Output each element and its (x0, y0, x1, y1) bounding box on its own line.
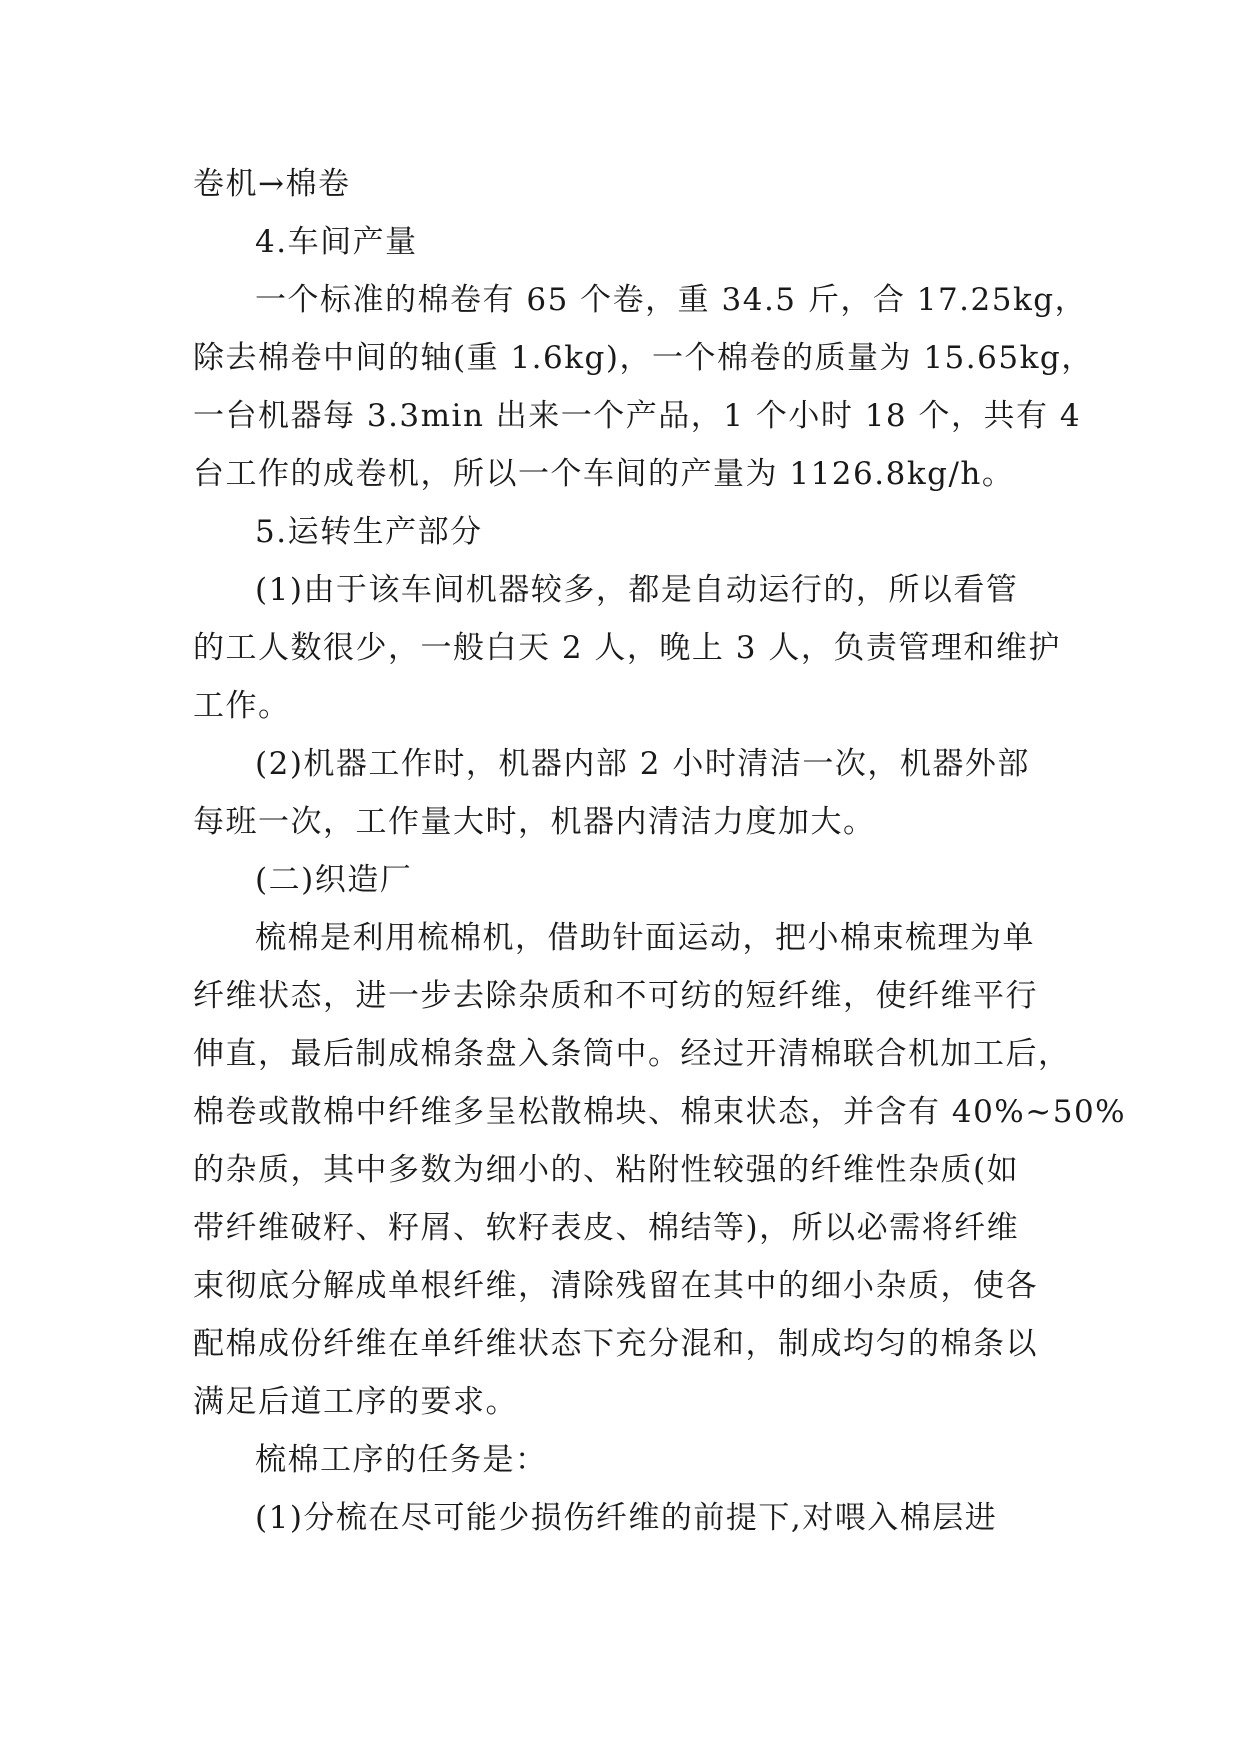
text-line: 的杂质，其中多数为细小的、粘附性较强的纤维性杂质(如 (193, 1152, 1020, 1188)
text-line: (2)机器工作时，机器内部 2 小时清洁一次，机器外部 (255, 746, 1030, 782)
text-line: 一台机器每 3.3min 出来一个产品，1 个小时 18 个，共有 4 (193, 398, 1082, 434)
text-line: 束彻底分解成单根纤维，清除残留在其中的细小杂质，使各 (193, 1268, 1038, 1304)
text-line: 的工人数很少，一般白天 2 人，晚上 3 人，负责管理和维护 (193, 630, 1061, 666)
document-body (193, 155, 1127, 1547)
text-line: 台工作的成卷机，所以一个车间的产量为 1126.8kg/h。 (193, 456, 1015, 492)
section-heading: 4.车间产量 (255, 224, 418, 260)
text-line: 伸直，最后制成棉条盘入条筒中。经过开清棉联合机加工后， (193, 1036, 1071, 1072)
text-line: 梳棉是利用梳棉机，借助针面运动，把小棉束梳理为单 (255, 920, 1035, 956)
section-heading: 5.运转生产部分 (255, 514, 483, 550)
text-line: 除去棉卷中间的轴(重 1.6kg)，一个棉卷的质量为 15.65kg， (193, 340, 1094, 376)
text-line: 梳棉工序的任务是： (255, 1442, 548, 1478)
text-line: 棉卷或散棉中纤维多呈松散棉块、棉束状态，并含有 40%~50% (193, 1094, 1127, 1130)
text-line: 卷机→棉卷 (193, 166, 351, 202)
text-line: 带纤维破籽、籽屑、软籽表皮、棉结等)，所以必需将纤维 (193, 1210, 1020, 1246)
text-line: (1)分梳在尽可能少损伤纤维的前提下,对喂入棉层进 (255, 1500, 998, 1536)
text-line: 工作。 (193, 688, 291, 724)
section-heading: (二)织造厂 (255, 862, 413, 898)
text-line: (1)由于该车间机器较多，都是自动运行的，所以看管 (255, 572, 1019, 608)
text-line: 配棉成份纤维在单纤维状态下充分混和，制成均匀的棉条以 (193, 1326, 1038, 1362)
text-line: 满足后道工序的要求。 (193, 1384, 518, 1420)
text-line: 一个标准的棉卷有 65 个卷，重 34.5 斤，合 17.25kg， (255, 282, 1088, 318)
text-line: 每班一次，工作量大时，机器内清洁力度加大。 (193, 804, 876, 840)
text-line: 纤维状态，进一步去除杂质和不可纺的短纤维，使纤维平行 (193, 978, 1038, 1014)
